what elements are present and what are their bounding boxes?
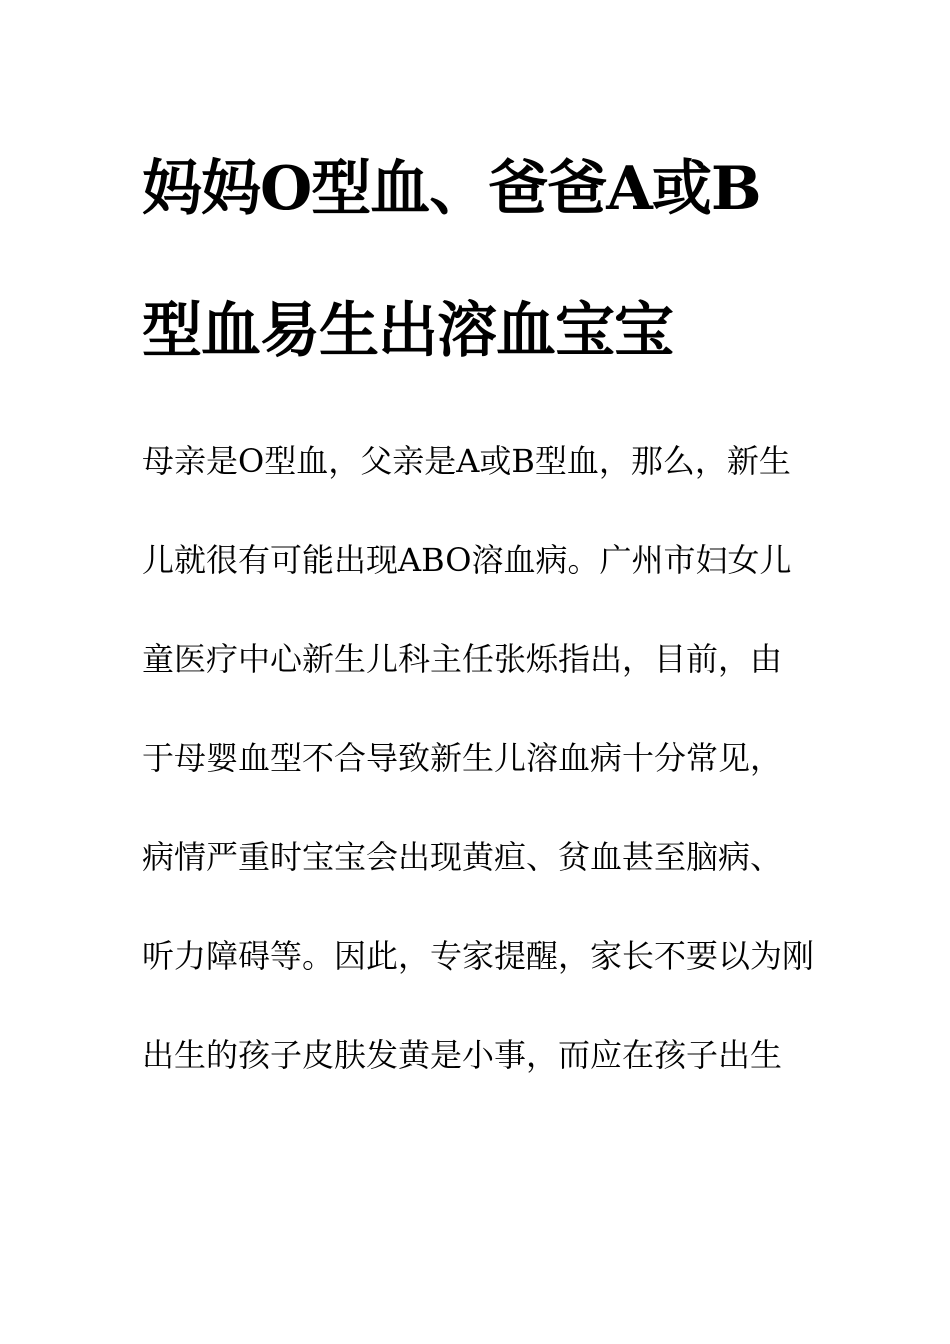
article-body [142,428,822,1121]
body-line-6: 听力障碍等。因此，专家提醒，家长不要以为刚 [142,937,815,975]
title-line-1: 妈妈O型血、爸爸A或B [142,154,761,224]
body-line-4: 于母婴血型不合导致新生儿溶血病十分常见， [142,739,783,777]
body-line-3: 童医疗中心新生儿科主任张烁指出，目前，由 [142,640,783,678]
title-line-2: 型血易生出溶血宝宝 [142,296,673,366]
article-title [142,118,822,402]
body-line-7: 出生的孩子皮肤发黄是小事，而应在孩子出生 [142,1036,783,1074]
body-line-5: 病情严重时宝宝会出现黄疸、贫血甚至脑病、 [142,838,783,876]
body-line-1: 母亲是O型血，父亲是A或B型血，那么，新生 [142,442,791,480]
body-line-2: 儿就很有可能出现ABO溶血病。广州市妇女儿 [142,541,792,579]
